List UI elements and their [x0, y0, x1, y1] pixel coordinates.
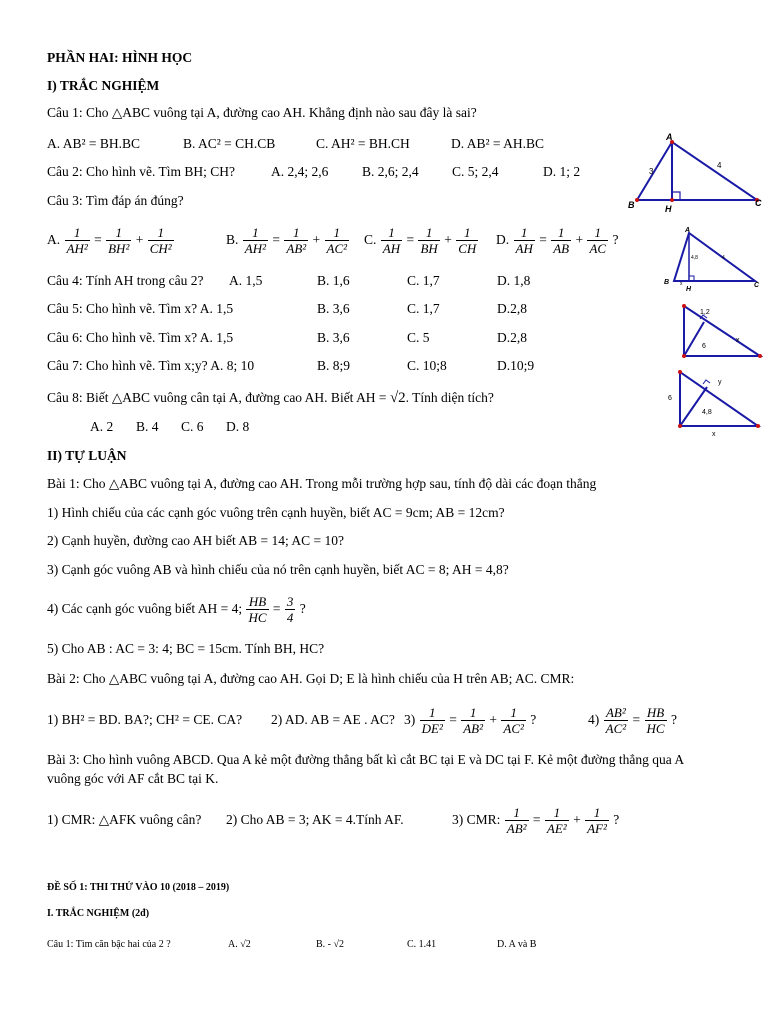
q3-option-a: A. $\frac{1}{\text{AH²}}$ = $\frac{1}{\text{BH²}}$ + $\frac{1}{\text{CH²}}$: [47, 225, 172, 257]
exam-title: ĐỀ SỐ 1: THI THỬ VÀO 10 (2018 – 2019): [47, 882, 230, 893]
bai2-item-4: 4) $\frac{\text{AB²}}{\text{AC²}}$ = $\frac{HB}{HC}$ ?: [588, 705, 677, 737]
label-a: A: [666, 132, 673, 142]
q7-option-c: C. 10;8: [407, 358, 447, 373]
vertex-dot: [682, 304, 686, 308]
q4-option-a: A. 1,5: [229, 273, 263, 288]
q6-option-d: D.2,8: [497, 330, 527, 345]
q6-option-c: C. 5: [407, 330, 430, 345]
right-angle-mark: [703, 380, 710, 384]
triangle-figure-q5: [672, 300, 764, 364]
bai3-item-2: 2) Cho AB = 3; AK = 4.Tính AF.: [226, 812, 404, 827]
q6-option-b: B. 3,6: [317, 330, 350, 345]
vertex-dot: [678, 370, 682, 374]
triangle-figure-q2: [625, 132, 765, 217]
q8-stem: Câu 8: Biết △ABC vuông cân tại A, đường cao AH. Biết AH = √2. Tính diện tích?: [47, 390, 494, 406]
q1-option-a: A. AB² = BH.BC: [47, 136, 141, 151]
exam-q1-option-d: D. A và B: [497, 939, 537, 950]
side-label: 6: [668, 395, 672, 402]
side-label: 4,8: [691, 255, 698, 261]
q1-option-d: D. AB² = AH.BC: [451, 136, 545, 151]
side-label: x: [680, 281, 683, 287]
exam-q1-option-a: A. √2: [228, 939, 251, 950]
label-c: C: [755, 198, 762, 208]
exam-mc-title: I. TRẮC NGHIỆM (2đ): [47, 908, 150, 919]
q1-option-b: B. AC² = CH.CB: [183, 136, 276, 151]
q1-stem: Câu 1: Cho △ABC vuông tại A, đường cao AH. Khẳng định nào sau đây là sai?: [47, 105, 477, 120]
vertex-dot: [678, 424, 682, 428]
vertex-dot: [756, 424, 760, 428]
side-label: x: [736, 337, 740, 344]
q7-option-b: B. 8;9: [317, 358, 351, 373]
q5-option-c: C. 1,7: [407, 301, 440, 316]
q3-option-d: D. $\frac{1}{AH}$ = $\frac{1}{AB}$ + $\frac{1}{AC}$ ?: [496, 225, 619, 257]
mc-section-title: I) TRẮC NGHIỆM: [47, 78, 160, 93]
q4-option-b: B. 1,6: [317, 273, 350, 288]
triangle-abc: [637, 142, 757, 200]
side-label: 1,2: [700, 309, 710, 316]
altitude: [680, 387, 707, 426]
bai2-item-2: 2) AD. AB = AE . AC?: [271, 712, 395, 727]
triangle-abc: [684, 306, 760, 356]
q8-option-a: A. 2: [90, 419, 114, 434]
exam-q1-option-b: B. - √2: [316, 939, 344, 950]
bai1-item-2: 2) Cạnh huyền, đường cao AH biết AB = 14; AC = 10?: [47, 533, 345, 548]
bai1-item-1: 1) Hình chiếu của các cạnh góc vuông trên cạnh huyền, biết AC = 9cm; AB = 12cm?: [47, 505, 505, 520]
q2-option-c: C. 5; 2,4: [452, 164, 499, 179]
bai2-item-3: 3) $\frac{1}{\text{DE²}}$ = $\frac{1}{\text{AB²}}$ + $\frac{1}{\text{AC²}}$ ?: [404, 705, 537, 737]
bai1-item-5: 5) Cho AB : AC = 3: 4; BC = 15cm. Tính BH, HC?: [47, 641, 325, 656]
bai2-item-1: 1) BH² = BD. BA?; CH² = CE. CA?: [47, 712, 243, 727]
side-label: x: [712, 431, 716, 438]
bai3-item-3: 3) CMR: $\frac{1}{\text{AB²}}$ = $\frac{1}{\text{AE²}}$ + $\frac{1}{\text{AF²}}$ ?: [452, 805, 620, 837]
bai3-item-1: 1) CMR: △AFK vuông cân?: [47, 812, 202, 827]
side-label: 6: [702, 343, 706, 350]
label-b: B: [664, 279, 670, 286]
q7-option-d: D.10;9: [497, 358, 535, 373]
q8-option-c: C. 6: [181, 419, 204, 434]
q3-option-c: C. $\frac{1}{AH}$ = $\frac{1}{BH}$ + $\frac{1}{CH}$: [364, 225, 477, 257]
q2-option-a: A. 2,4; 2,6: [271, 164, 329, 179]
vertex-dot: [670, 198, 674, 202]
q8-option-b: B. 4: [136, 419, 159, 434]
q7-stem: Câu 7: Cho hình vẽ. Tìm x;y? A. 8; 10: [47, 358, 255, 373]
part-title: PHẦN HAI: HÌNH HỌC: [47, 50, 193, 65]
vertex-dot: [635, 198, 639, 202]
bai2-stem: Bài 2: Cho △ABC vuông tại A, đường cao AH. Gọi D; E là hình chiếu của H trên AB; AC. CMR:: [47, 671, 575, 686]
side-label: 3: [649, 167, 654, 176]
triangle-figure-q7: [662, 366, 766, 442]
bai3-stem-line2: vuông góc với AF cắt BC tại K.: [47, 771, 219, 786]
label-a: A: [685, 227, 691, 234]
q5-option-d: D.2,8: [497, 301, 527, 316]
label-b: B: [628, 200, 635, 210]
vertex-dot: [682, 354, 686, 358]
q2-stem: Câu 2: Cho hình vẽ. Tìm BH; CH?: [47, 164, 235, 179]
q1-option-c: C. AH² = BH.CH: [316, 136, 410, 151]
exam-q1-stem: Câu 1: Tìm căn bậc hai của 2 ?: [47, 939, 171, 950]
altitude: [684, 322, 704, 356]
bai3-stem-line1: Bài 3: Cho hình vuông ABCD. Qua A kẻ một đường thẳng bất kì cắt BC tại E và DC tại F. Kẻ một đường thẳng qua A: [47, 752, 685, 767]
q3-option-b: B. $\frac{1}{\text{AH²}}$ = $\frac{1}{\text{AB²}}$ + $\frac{1}{\text{AC²}}$: [226, 225, 348, 257]
bai1-stem: Bài 1: Cho △ABC vuông tại A, đường cao AH. Trong mỗi trường hợp sau, tính độ dài các đoạn thẳng: [47, 476, 597, 491]
essay-section-title: II) TỰ LUẬN: [47, 448, 127, 463]
bai1-item-3: 3) Cạnh góc vuông AB và hình chiếu của nó trên cạnh huyền, biết AC = 8; AH = 4,8?: [47, 562, 509, 577]
q2-option-b: B. 2,6; 2,4: [362, 164, 419, 179]
label-h: H: [665, 204, 672, 214]
vertex-dot: [758, 354, 762, 358]
label-c: C: [754, 282, 760, 289]
q4-stem: Câu 4: Tính AH trong câu 2?: [47, 273, 204, 288]
side-label: 4: [722, 255, 725, 261]
side-label: 4: [717, 161, 722, 170]
q2-option-d: D. 1; 2: [543, 164, 581, 179]
q6-stem: Câu 6: Cho hình vẽ. Tìm x? A. 1,5: [47, 330, 234, 345]
triangle-abc: [674, 233, 755, 281]
q4-option-d: D. 1,8: [497, 273, 531, 288]
exam-q1-option-c: C. 1.41: [407, 939, 437, 950]
triangle-figure-q4: [660, 225, 760, 293]
bai1-item-4: 4) Các cạnh góc vuông biết AH = 4; $\frac{HB}{HC}$ = $\frac{3}{4}$ ?: [47, 594, 306, 626]
q3-stem: Câu 3: Tìm đáp án đúng?: [47, 193, 184, 208]
q5-stem: Câu 5: Cho hình vẽ. Tìm x? A. 1,5: [47, 301, 234, 316]
side-label: y: [718, 379, 722, 386]
q4-option-c: C. 1,7: [407, 273, 440, 288]
side-label: 4,8: [702, 409, 712, 416]
q8-option-d: D. 8: [226, 419, 250, 434]
q5-option-b: B. 3,6: [317, 301, 350, 316]
label-h: H: [686, 286, 692, 293]
